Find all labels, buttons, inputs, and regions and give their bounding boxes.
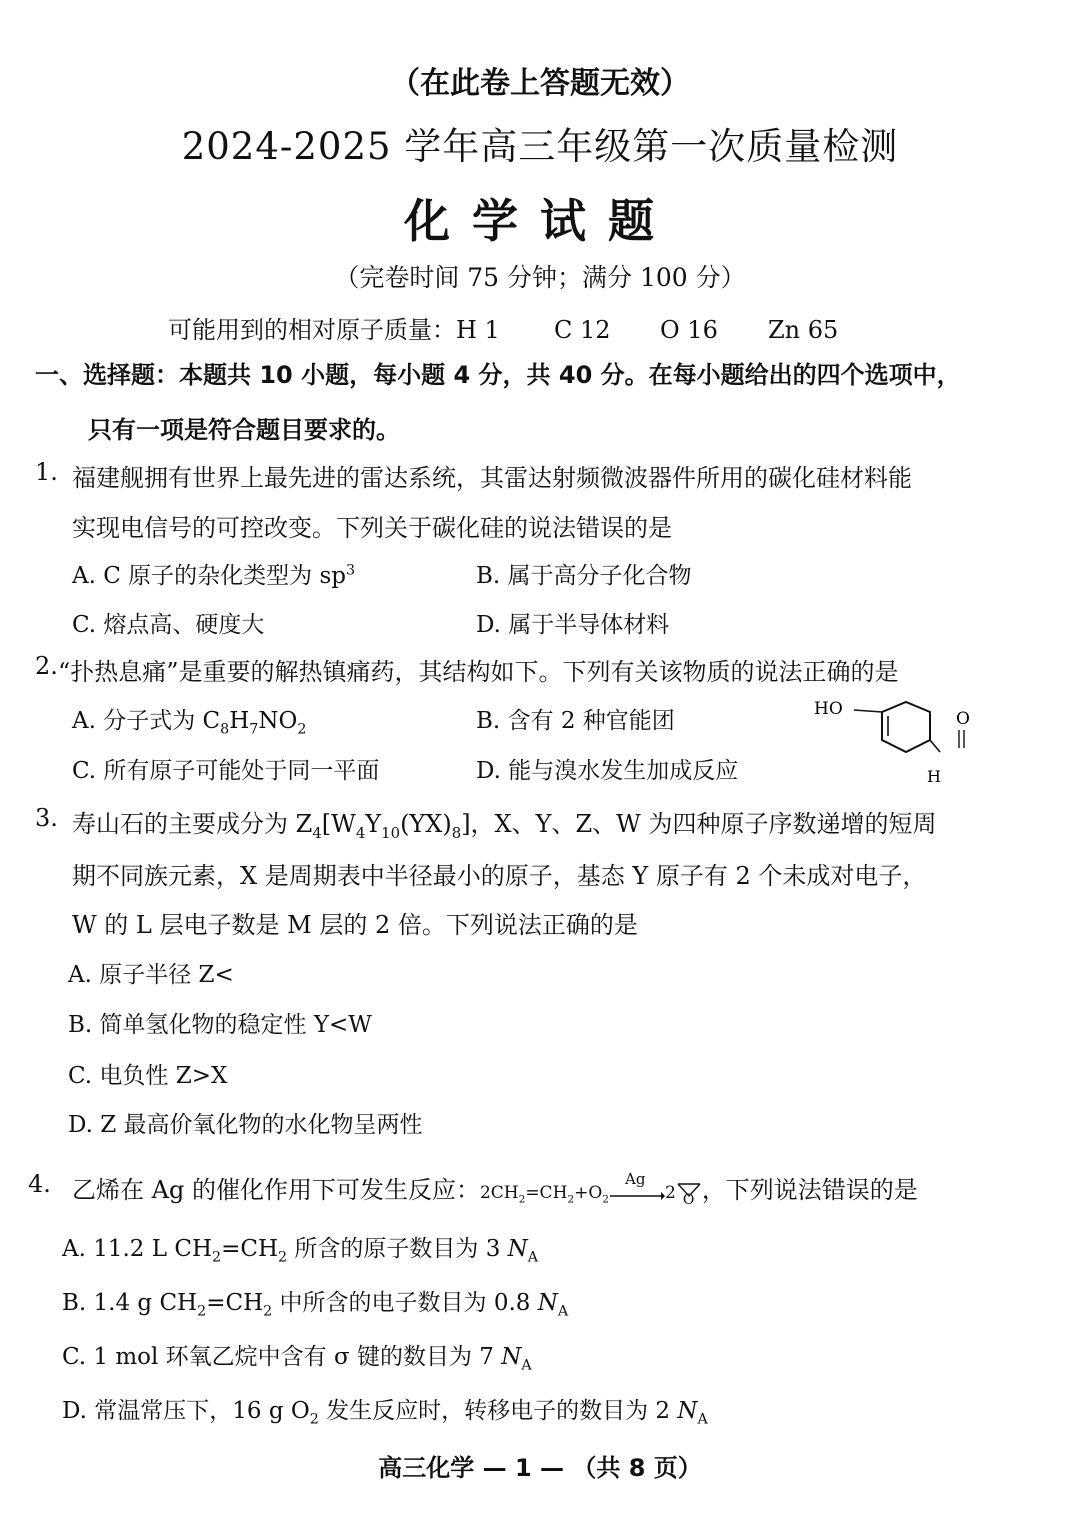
q3-option-d [68,1106,423,1139]
structure-h-label: H [927,767,941,786]
q1-option-b [476,557,692,590]
q4-eq-c: +O [574,1183,603,1203]
q4-d-text2: 发生反应时，转移电子的数目为 2 [318,1398,678,1424]
q2-option-a-sub3: 2 [297,721,307,738]
q3-text-e: ]，X、Y、Z、W 为四种原子序数递增的短周 [461,810,937,838]
q3-text-d: (YX) [400,810,452,838]
q3-sub3: 10 [381,823,401,842]
q1-option-c [72,606,264,639]
q4-c-na-sub: A [521,1357,532,1374]
q4-a-text3: 所含的原子数目为 3 [287,1236,508,1262]
q2-option-a-no: NO [258,708,298,734]
q4-a-sub1: 2 [212,1249,222,1266]
arrow-icon [609,1180,665,1204]
q4-a-na: N [507,1236,528,1262]
q1-option-d-label: D. [476,612,501,638]
q3-option-a-text: 原子半径 Z< [99,962,234,988]
q4-option-c-label: C. [62,1344,87,1370]
reaction-arrow [609,1169,665,1204]
q1-option-d [476,606,669,639]
time-and-score-info: （完卷时间 75 分钟；满分 100 分） [334,263,746,292]
q3-option-c-text: 电负性 Z>X [99,1063,228,1089]
q3-text-a: 寿山石的主要成分为 Z [72,810,313,838]
q4-a-text1: 11.2 L CH [93,1236,212,1262]
q4-number: 4. [28,1170,51,1198]
q1-option-c-text: 熔点高、硬度大 [103,612,265,638]
epoxide-ring [676,1178,702,1206]
q4-option-a [62,1230,538,1266]
q4-option-b [62,1284,568,1320]
q1-option-a-label: A. [72,563,96,589]
q3-number: 3. [35,804,58,832]
q1-option-c-label: C. [72,612,97,638]
q4-eq-a: 2CH [479,1183,519,1203]
subject-title: 化学试题 [404,194,676,248]
q2-option-d [476,752,738,785]
structure-o-label: O [956,709,970,729]
q2-option-a-label: A. [72,708,96,734]
q2-option-b-text: 含有 2 种官能团 [507,708,675,734]
mass-zn: Zn 65 [768,316,839,344]
q4-d-sub1: 2 [309,1411,319,1428]
section-heading-line2: 只有一项是符合题目要求的。 [88,416,400,444]
ho-bond [854,710,882,712]
q1-option-a [72,557,355,590]
paracetamol-structure [810,690,990,790]
q4-eq-o: O [682,1191,695,1208]
q3-option-d-text: Z 最高价氧化物的水化物呈两性 [100,1112,423,1138]
n-bond [930,740,940,752]
q4-eq-b: =CH [525,1183,568,1203]
q2-option-a-text: 分子式为 C [103,708,221,734]
q4-a-na-sub: A [527,1249,539,1266]
q3-option-a [68,956,234,989]
q1-option-b-text: 属于高分子化合物 [507,563,692,589]
q4-stem-a: 乙烯在 Ag 的催化作用下可发生反应： [72,1176,480,1204]
q4-eq-sub2: 2 [567,1193,575,1206]
q2-option-c-label: C. [72,758,97,784]
atomic-masses-label: 可能用到的相对原子质量： [168,316,456,344]
q4-eq-sub1: 2 [518,1193,526,1206]
q3-sub1: 4 [312,823,322,842]
answer-invalid-notice: （在此卷上答题无效） [390,66,690,101]
exam-title: 2024-2025 学年高三年级第一次质量检测 [181,125,899,168]
q3-option-c-label: C. [68,1063,93,1089]
q1-number: 1. [35,458,58,486]
q3-option-b-text: 简单氢化物的稳定性 Y<W [99,1012,372,1038]
q3-stem-line1 [72,804,936,842]
page-footer: 高三化学 — 1 — （共 8 页） [378,1454,702,1482]
q4-option-c [62,1338,532,1374]
q3-option-c [68,1057,227,1090]
q3-sub2: 4 [355,823,366,842]
q4-d-na: N [677,1398,698,1424]
q4-b-na-sub: A [557,1303,569,1320]
q4-d-na-sub: A [697,1411,708,1428]
q4-a-sub2: 2 [278,1249,288,1266]
q4-stem-b: ，下列说法错误的是 [701,1176,918,1204]
q4-stem [72,1170,918,1206]
q3-stem-line3: W 的 L 层电子数是 M 层的 2 倍。下列说法正确的是 [72,911,638,939]
q1-option-a-text: C 原子的杂化类型为 sp [103,563,346,589]
q2-number: 2. [35,652,58,680]
q3-text-c: Y [365,810,382,838]
q1-stem-line1: 福建舰拥有世界上最先进的雷达系统，其雷达射频微波器件所用的碳化硅材料能 [72,464,912,492]
q4-option-d-label: D. [62,1398,87,1424]
mass-h: H 1 [456,316,500,344]
q3-stem-line2: 期不同族元素，X 是周期表中半径最小的原子，基态 Y 原子有 2 个未成对电子， [72,862,927,890]
q1-option-a-sup: 3 [345,562,356,579]
q1-option-b-label: B. [476,563,501,589]
q2-option-d-text: 能与溴水发生加成反应 [508,758,739,784]
q2-option-c-text: 所有原子可能处于同一平面 [103,758,380,784]
q2-option-d-label: D. [476,758,501,784]
q1-stem-line2: 实现电信号的可控改变。下列关于碳化硅的说法错误的是 [72,514,672,542]
q4-c-na: N [501,1344,522,1370]
q4-equation [479,1183,609,1206]
mass-o: O 16 [660,316,718,344]
q4-a-text2: =CH [221,1236,279,1262]
q4-c-text1: 1 mol 环氧乙烷中含有 σ 键的数目为 7 [93,1344,502,1370]
q2-stem: “扑热息痛”是重要的解热镇痛药，其结构如下。下列有关该物质的说法正确的是 [58,658,899,686]
q3-option-d-label: D. [68,1112,93,1138]
q2-option-b [476,702,675,735]
q4-eq-coef: 2 [664,1183,676,1203]
atomic-masses-line [168,310,838,345]
section-heading-line1: 一、选择题：本题共 10 小题，每小题 4 分，共 40 分。在每小题给出的四个选项中， [35,361,961,389]
q4-b-text3: 中所含的电子数目为 0.8 [272,1290,538,1316]
q3-text-b: [W [321,810,356,838]
q3-option-b [68,1006,372,1039]
mass-c: C 12 [554,316,611,344]
q4-option-a-label: A. [62,1236,86,1262]
structure-ho-label: HO [814,699,843,719]
q2-option-a [72,702,306,738]
q4-option-d [62,1392,708,1428]
q4-eq-sub3: 2 [602,1193,609,1206]
q4-b-sub2: 2 [263,1303,273,1320]
q4-eq-catalyst: Ag [624,1169,646,1188]
q4-b-text1: 1.4 g CH [93,1290,198,1316]
q4-b-na: N [537,1290,558,1316]
q4-b-sub1: 2 [197,1303,207,1320]
q2-option-b-label: B. [476,708,501,734]
q2-option-a-sub2: 7 [249,721,259,738]
q2-option-c [72,752,379,785]
q2-option-a-sub1: 8 [220,721,230,738]
q4-option-b-label: B. [62,1290,87,1316]
q4-d-text1: 常温常压下，16 g O [94,1398,310,1424]
benzene-ring [882,702,930,752]
q3-option-b-label: B. [68,1012,93,1038]
q2-option-a-h: H [229,708,250,734]
q3-option-a-label: A. [68,962,92,988]
q3-sub4: 8 [451,823,462,842]
q4-b-text2: =CH [206,1290,264,1316]
q1-option-d-text: 属于半导体材料 [508,612,670,638]
